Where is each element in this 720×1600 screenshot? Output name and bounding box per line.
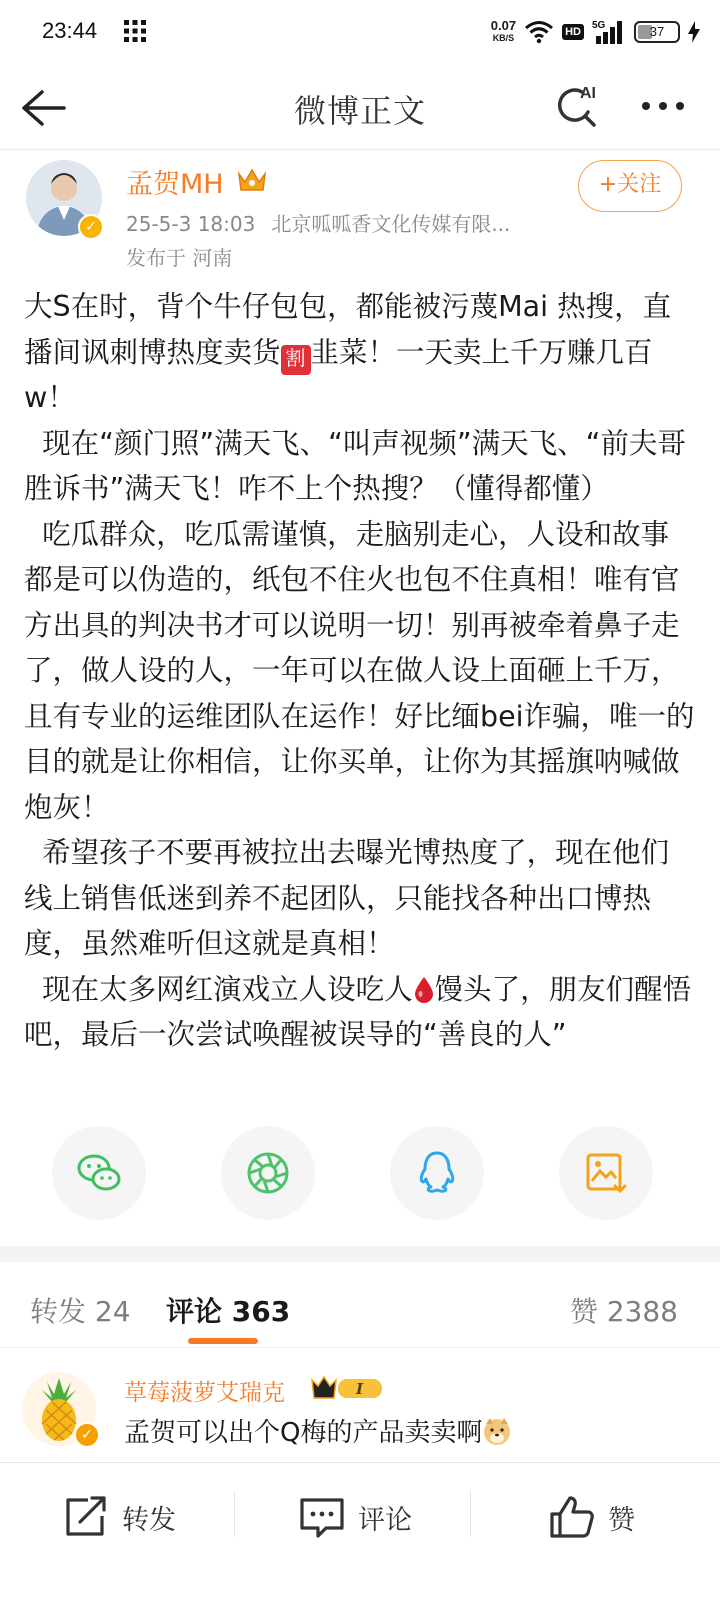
tab-repost[interactable]: 转发 24: [30, 1295, 131, 1328]
bottom-action-bar: [0, 1462, 720, 1600]
share-row: [0, 1126, 720, 1226]
app-header: [0, 64, 720, 150]
comment-item[interactable]: [0, 1360, 720, 1460]
tab-comment[interactable]: 评论 363: [166, 1295, 291, 1328]
post-paragraph-5: 现在太多网红演戏立人设吃人: [24, 972, 413, 1006]
post-paragraph-1: 大S在时，背个牛仔包包，都能被污蔑Mai 热搜，直播间讽刺博热度卖货: [24, 290, 672, 369]
comment-text: 孟贺可以出个Q梅的产品卖卖啊: [124, 1412, 512, 1449]
tab-like[interactable]: 赞 2388: [569, 1295, 678, 1328]
repost-button[interactable]: [62, 1493, 176, 1541]
commenter-name[interactable]: 草莓菠萝艾瑞克: [124, 1380, 285, 1406]
comment-label: 评论: [358, 1504, 412, 1536]
post-meta: [126, 208, 556, 237]
post-paragraph-5-end: 馒头了，朋友们醒悟吧，最后一次尝试唤醒被误导的“善良的人”: [24, 972, 692, 1051]
more-options-icon[interactable]: [640, 94, 686, 118]
svg-text:I: I: [356, 1380, 364, 1398]
save-image-icon: [582, 1149, 630, 1197]
status-time: 23:44: [42, 18, 98, 43]
active-tab-indicator: [188, 1338, 258, 1344]
post-author: [0, 150, 720, 280]
battery-indicator: 37: [634, 21, 680, 43]
qq-icon: [413, 1149, 461, 1197]
follow-button[interactable]: +关注: [578, 160, 682, 212]
moments-icon: [244, 1149, 292, 1197]
bottom-divider: [470, 1491, 471, 1537]
like-label: 赞: [608, 1504, 635, 1536]
comment-icon: [298, 1494, 346, 1540]
comment-button[interactable]: [298, 1493, 412, 1541]
bottom-divider: [234, 1491, 235, 1537]
post-paragraph-2: 现在“颜门照”满天飞、“叫声视频”满天飞、“前夫哥胜诉书”满天飞！咋不上个热搜？（懂得都懂）: [24, 426, 686, 505]
repost-label: 转发: [122, 1504, 176, 1536]
status-bar: [0, 0, 720, 64]
network-speed: 0.07 KB/S: [490, 18, 517, 43]
interaction-tabs: [0, 1262, 720, 1348]
section-divider: [0, 1246, 720, 1262]
post-source: 北京呱呱香文化传媒有限...: [271, 212, 511, 236]
post-location: 发布于 河南: [126, 246, 233, 270]
post-time: 25-5-3 18:03: [126, 212, 256, 236]
svg-text:5G: 5G: [592, 20, 606, 31]
member-level-badge-icon: [310, 1374, 386, 1402]
doge-emoji-icon: [482, 1416, 512, 1446]
cut-emoji: 割: [281, 345, 311, 375]
ai-search-icon[interactable]: [552, 82, 602, 132]
wifi-icon: [524, 20, 554, 44]
signal-5g-icon: [592, 19, 626, 45]
blood-drop-icon: [413, 975, 435, 1003]
hd-badge: HD: [562, 24, 584, 40]
share-qq-button[interactable]: [390, 1126, 484, 1220]
wechat-icon: [75, 1149, 123, 1197]
post-content: [24, 284, 696, 1058]
vip-crown-icon: [236, 166, 268, 194]
post-paragraph-4: 希望孩子不要再被拉出去曝光博热度了，现在他们线上销售低迷到养不起团队，只能找各种出口博热度，虽然难听但这就是真相！: [24, 836, 670, 960]
svg-text:AI: AI: [580, 85, 596, 102]
like-button[interactable]: [548, 1493, 635, 1541]
commenter-verified-badge: ✓: [74, 1422, 100, 1448]
share-moments-button[interactable]: [221, 1126, 315, 1220]
save-image-button[interactable]: [559, 1126, 653, 1220]
author-name[interactable]: 孟贺MH: [126, 169, 224, 200]
thumbs-up-icon: [548, 1494, 596, 1540]
post-paragraph-3: 吃瓜群众，吃瓜需谨慎，走脑别走心，人设和故事都是可以伪造的，纸包不住火也包不住真相！唯有官方出具的判决书才可以说明一切！别再被牵着鼻子走了，做人设的人，一年可以在做人设上面砸上千万，且有专业的运维团队在运作！好比缅bei诈骗，唯一的目的就是让你相信，让你买单，让你为其摇旗呐喊做炮灰！: [24, 517, 695, 824]
charging-icon: [688, 21, 700, 43]
share-wechat-button[interactable]: [52, 1126, 146, 1220]
app-grid-icon: [124, 20, 146, 42]
verified-badge: ✓: [78, 214, 104, 240]
page-title: 微博正文: [293, 92, 426, 130]
post-paragraph-1-end: 韭菜！一天卖上千万赚几百w！: [24, 335, 653, 414]
repost-icon: [62, 1494, 110, 1540]
